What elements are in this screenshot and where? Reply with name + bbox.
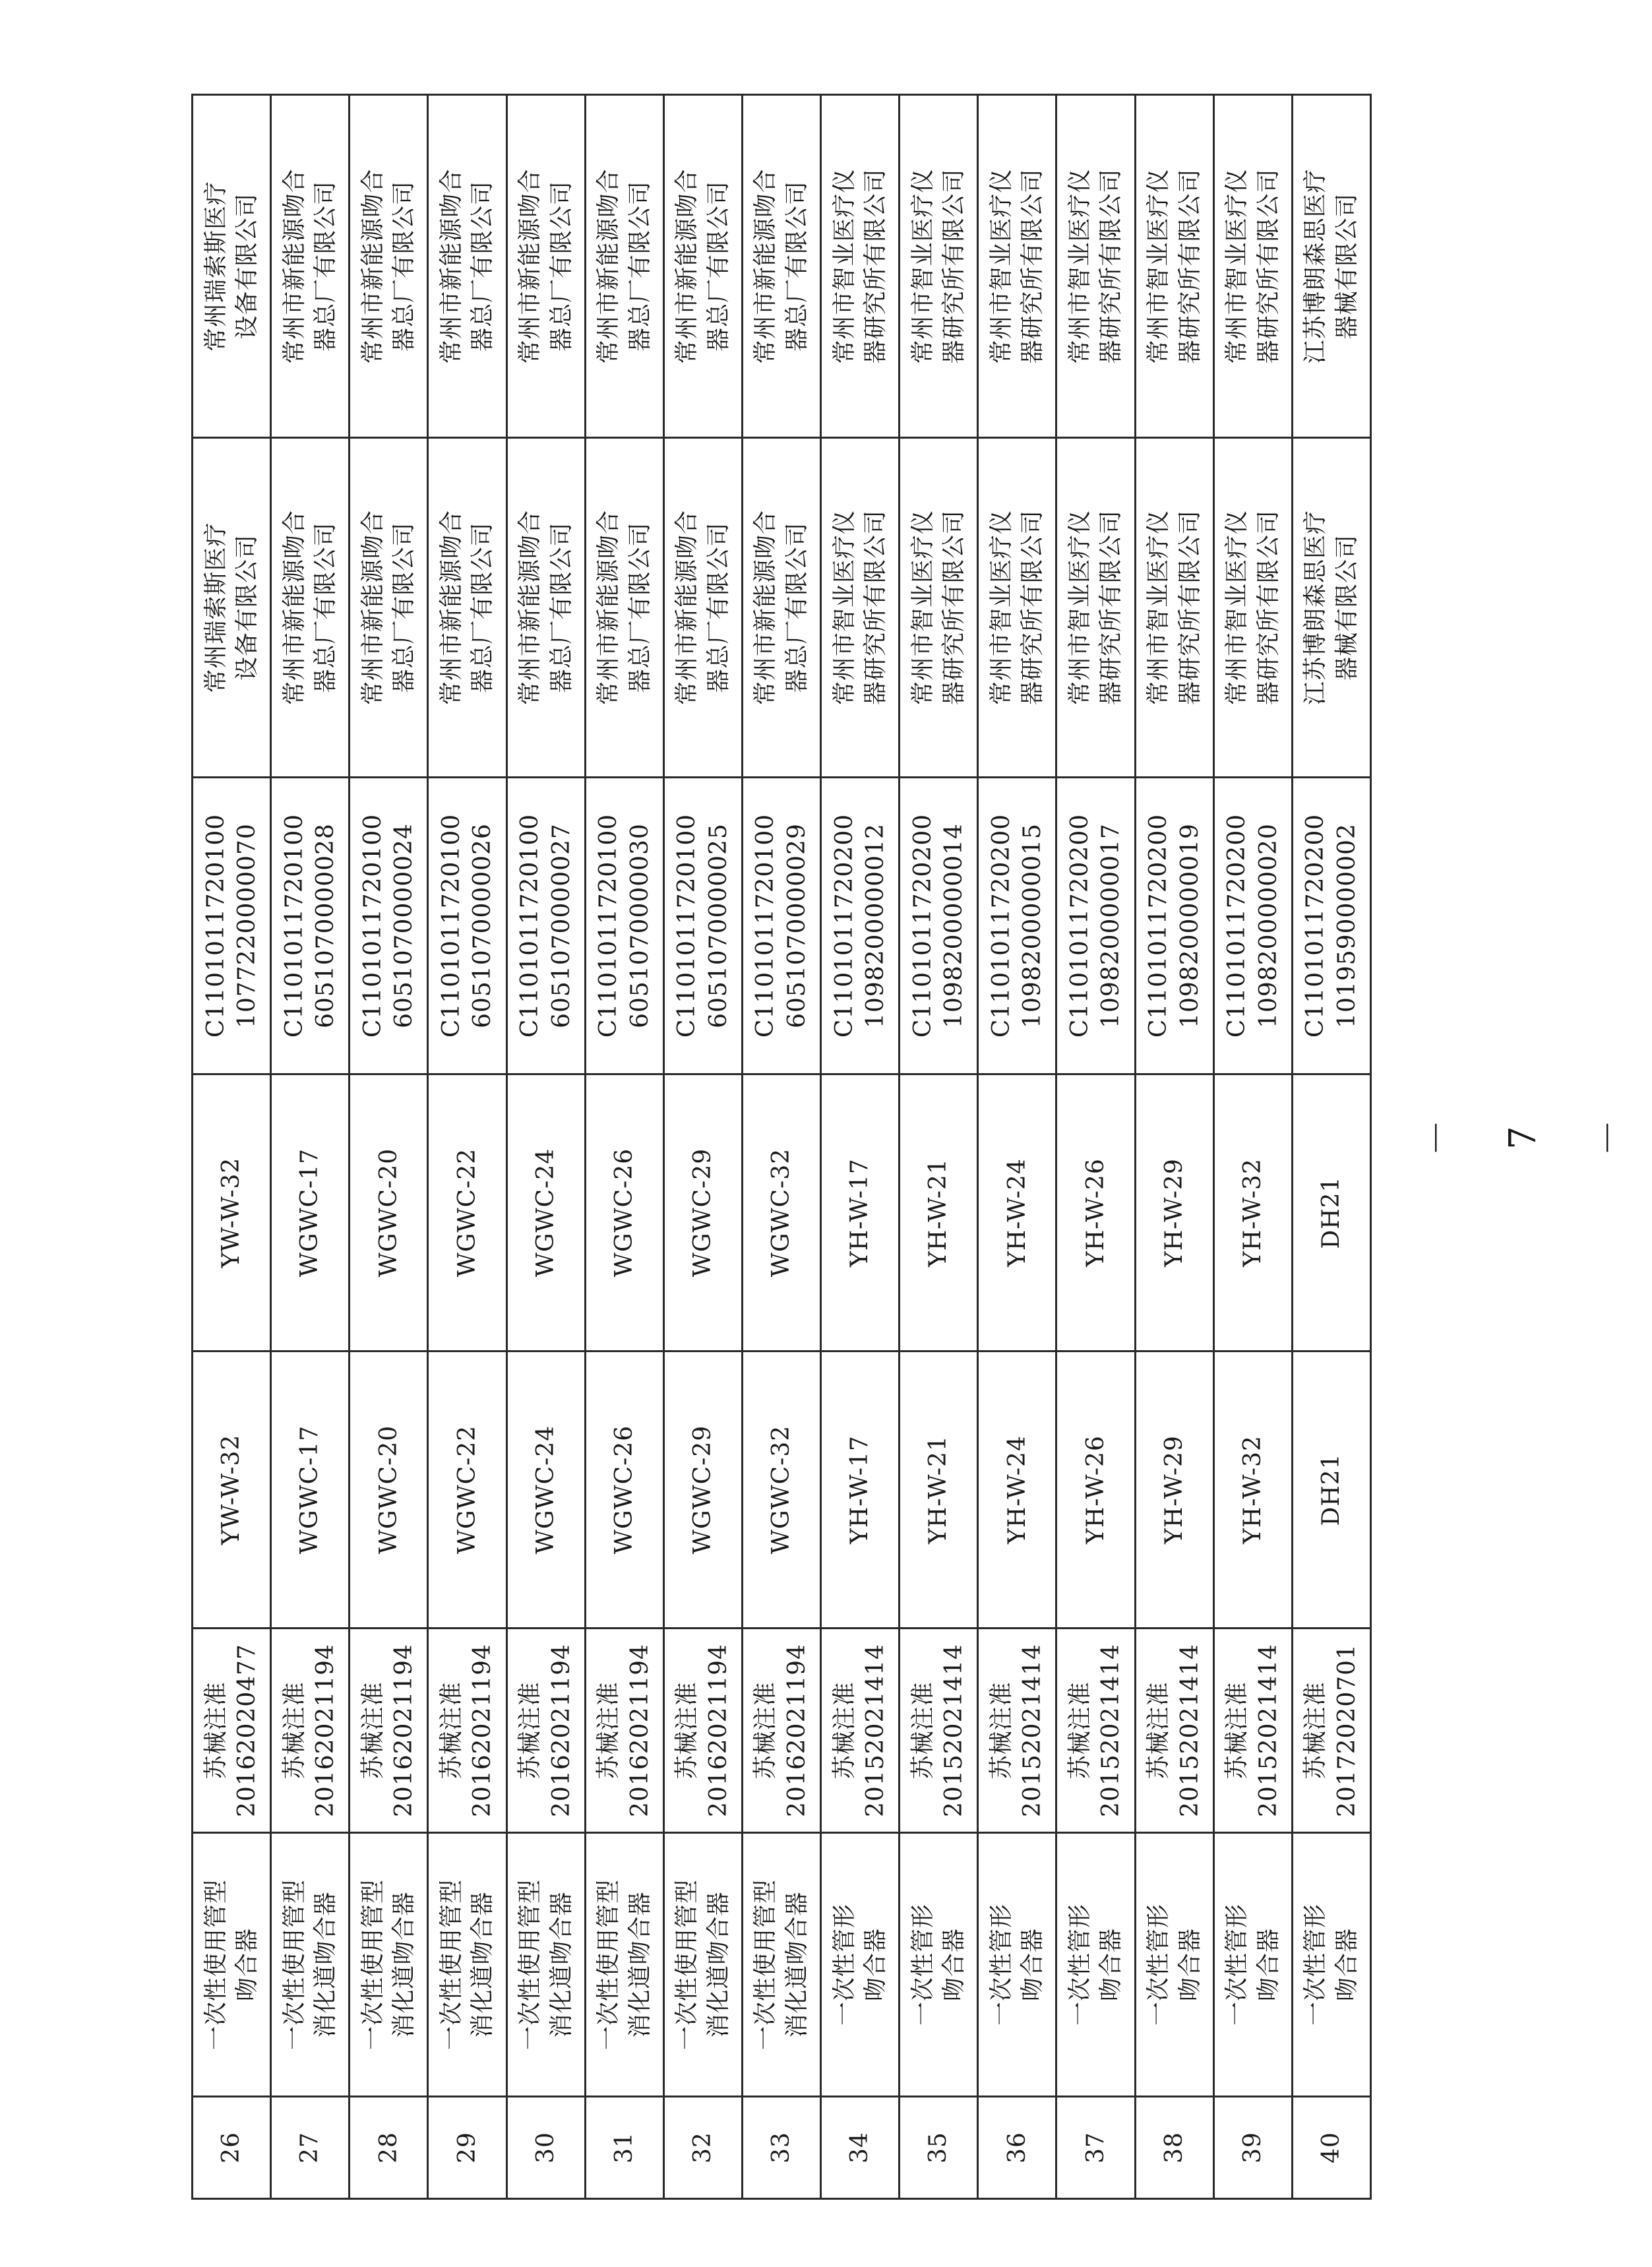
rotated-table-wrapper (191, 96, 1372, 2200)
registration-number-cell-line: 20162021194 (626, 1644, 654, 1817)
product-code-cell (1135, 778, 1213, 1074)
specification-cell: YH-W-21 (900, 1074, 978, 1351)
specification-cell: YH-W-26 (1056, 1074, 1135, 1351)
manufacturer-cell (900, 95, 978, 438)
product-name-cell-line: 吻合器 (1176, 1928, 1204, 2002)
registrant-cell (821, 438, 900, 778)
registration-number-cell-line: 苏械注准 (1145, 1681, 1173, 1780)
product-code-cell-line: C1101011720100 (516, 813, 544, 1038)
manufacturer-cell-line: 器总厂有限公司 (312, 181, 340, 352)
product-name-cell-line: 消化道吻合器 (390, 1891, 418, 2038)
registrant-cell (1056, 438, 1135, 778)
product-code-cell-line: C1101011720200 (1223, 813, 1251, 1038)
registration-number-cell-line: 20152021414 (1097, 1644, 1125, 1817)
manufacturer-cell (1056, 95, 1135, 438)
registrant-cell-line: 常州市智业医疗仪 (830, 510, 858, 706)
registrant-cell-line: 器研究所有限公司 (940, 510, 968, 706)
product-name-cell-line: 消化道吻合器 (626, 1891, 654, 2038)
manufacturer-cell (585, 95, 663, 438)
specification-cell: WGWC-24 (506, 1074, 585, 1351)
registration-number-cell-line: 20162021194 (312, 1644, 340, 1817)
product-name-cell-line: 一次性使用管型 (516, 1879, 544, 2051)
registration-number-cell-line: 苏械注准 (437, 1681, 465, 1780)
registrant-cell-line: 江苏博朗森思医疗 (1302, 510, 1330, 706)
registration-number-cell-line: 20152021414 (1254, 1644, 1282, 1817)
registration-number-cell (900, 1629, 978, 1833)
registrant-cell (1292, 438, 1370, 778)
model-cell: WGWC-24 (506, 1351, 585, 1629)
registrant-cell-line: 常州市新能源吻合 (595, 510, 623, 706)
product-code-cell-line: C1101011720200 (1302, 813, 1330, 1038)
specification-cell: DH21 (1292, 1074, 1370, 1351)
registration-number-cell (428, 1629, 506, 1833)
manufacturer-cell-line: 设备有限公司 (233, 193, 261, 340)
product-code-cell-line: 6051070000030 (626, 823, 654, 1028)
registrant-cell-line: 器研究所有限公司 (862, 510, 890, 706)
product-name-cell (1135, 1833, 1213, 2097)
product-name-cell-line: 一次性使用管型 (673, 1879, 701, 2051)
product-code-cell-line: C1101011720100 (673, 813, 701, 1038)
registrant-cell-line: 器总厂有限公司 (783, 522, 811, 693)
product-code-cell-line: 6051070000026 (469, 823, 497, 1028)
registrant-cell-line: 器总厂有限公司 (626, 522, 654, 693)
registration-number-cell-line: 苏械注准 (752, 1681, 780, 1780)
registrant-cell (271, 438, 350, 778)
product-code-cell-line: 1098200000014 (940, 823, 968, 1028)
registration-number-cell (350, 1629, 428, 1833)
registrant-cell (742, 438, 820, 778)
specification-cell: YH-W-32 (1213, 1074, 1292, 1351)
registrant-cell-line: 常州市新能源吻合 (359, 510, 386, 706)
product-code-cell-line: 6051070000024 (390, 823, 418, 1028)
product-name-cell-line: 一次性使用管型 (280, 1879, 308, 2051)
manufacturer-cell-line: 器总厂有限公司 (469, 181, 497, 352)
manufacturer-cell (663, 95, 742, 438)
product-code-cell (350, 778, 428, 1074)
registrant-cell-line: 常州市新能源吻合 (437, 510, 465, 706)
product-name-cell-line: 吻合器 (940, 1928, 968, 2002)
row-index-cell: 28 (350, 2097, 428, 2199)
product-name-cell (900, 1833, 978, 2097)
manufacturer-cell-line: 器研究所有限公司 (1097, 168, 1125, 364)
specification-cell: YH-W-29 (1135, 1074, 1213, 1351)
product-code-cell (742, 778, 820, 1074)
specification-cell: WGWC-26 (585, 1074, 663, 1351)
registration-number-cell-line: 苏械注准 (280, 1681, 308, 1780)
registration-number-cell-line: 20172020701 (1333, 1644, 1361, 1817)
product-name-cell-line: 一次性使用管型 (595, 1879, 623, 2051)
registrant-cell-line: 常州市新能源吻合 (516, 510, 544, 706)
page-number: － 7 － (1416, 1113, 1630, 1156)
model-cell: WGWC-20 (350, 1351, 428, 1629)
product-name-cell-line: 一次性管形 (987, 1904, 1015, 2026)
table-row (193, 95, 271, 2199)
product-name-cell (350, 1833, 428, 2097)
registration-number-cell (585, 1629, 663, 1833)
table-row (1135, 95, 1213, 2199)
product-code-cell-line: 6051070000027 (547, 823, 575, 1028)
manufacturer-cell-line: 常州市智业医疗仪 (1223, 168, 1251, 364)
registrant-cell (663, 438, 742, 778)
product-name-cell-line: 吻合器 (1097, 1928, 1125, 2002)
row-index-cell: 30 (506, 2097, 585, 2199)
model-cell: WGWC-32 (742, 1351, 820, 1629)
table-row (585, 95, 663, 2199)
manufacturer-cell-line: 常州市智业医疗仪 (830, 168, 858, 364)
model-cell: YH-W-21 (900, 1351, 978, 1629)
manufacturer-cell (1213, 95, 1292, 438)
device-registration-table (191, 94, 1372, 2200)
manufacturer-cell-line: 常州市新能源吻合 (359, 168, 386, 364)
product-name-cell-line: 消化道吻合器 (547, 1891, 575, 2038)
manufacturer-cell-line: 常州市新能源吻合 (595, 168, 623, 364)
registrant-cell-line: 器总厂有限公司 (390, 522, 418, 693)
product-name-cell-line: 一次性管形 (1066, 1904, 1093, 2026)
manufacturer-cell-line: 器械有限公司 (1333, 193, 1361, 340)
manufacturer-cell (821, 95, 900, 438)
product-name-cell-line: 一次性管形 (1145, 1904, 1173, 2026)
product-code-cell-line: 1077220000070 (233, 823, 261, 1028)
product-code-cell-line: C1101011720100 (359, 813, 386, 1038)
manufacturer-cell (1292, 95, 1370, 438)
table-row (1213, 95, 1292, 2199)
manufacturer-cell-line: 器总厂有限公司 (547, 181, 575, 352)
registration-number-cell (742, 1629, 820, 1833)
manufacturer-cell-line: 器研究所有限公司 (1176, 168, 1204, 364)
product-code-cell-line: C1101011720100 (437, 813, 465, 1038)
product-code-cell-line: 6051070000025 (704, 823, 732, 1028)
specification-cell: YH-W-17 (821, 1074, 900, 1351)
manufacturer-cell-line: 器总厂有限公司 (390, 181, 418, 352)
product-code-cell (271, 778, 350, 1074)
product-code-cell (585, 778, 663, 1074)
product-name-cell-line: 一次性使用管型 (359, 1879, 386, 2051)
manufacturer-cell-line: 常州市新能源吻合 (516, 168, 544, 364)
manufacturer-cell-line: 常州市新能源吻合 (280, 168, 308, 364)
registrant-cell-line: 器研究所有限公司 (1254, 510, 1282, 706)
table-row (1056, 95, 1135, 2199)
registration-number-cell-line: 20162021194 (469, 1644, 497, 1817)
product-name-cell (506, 1833, 585, 2097)
table-row (900, 95, 978, 2199)
registrant-cell-line: 器总厂有限公司 (547, 522, 575, 693)
registrant-cell-line: 常州市智业医疗仪 (1223, 510, 1251, 706)
registration-number-cell (821, 1629, 900, 1833)
table-row (978, 95, 1056, 2199)
product-name-cell (193, 1833, 271, 2097)
table-row (271, 95, 350, 2199)
product-code-cell (1213, 778, 1292, 1074)
product-code-cell-line: C1101011720200 (1066, 813, 1093, 1038)
registration-number-cell-line: 苏械注准 (673, 1681, 701, 1780)
product-code-cell-line: 1098200000019 (1176, 823, 1204, 1028)
product-name-cell (1292, 1833, 1370, 2097)
registrant-cell-line: 器研究所有限公司 (1176, 510, 1204, 706)
product-code-cell (1292, 778, 1370, 1074)
manufacturer-cell-line: 常州市新能源吻合 (752, 168, 780, 364)
manufacturer-cell (428, 95, 506, 438)
manufacturer-cell-line: 常州市智业医疗仪 (909, 168, 936, 364)
model-cell: YH-W-32 (1213, 1351, 1292, 1629)
manufacturer-cell (271, 95, 350, 438)
registrant-cell (585, 438, 663, 778)
product-code-cell (663, 778, 742, 1074)
product-code-cell (900, 778, 978, 1074)
table-row (821, 95, 900, 2199)
manufacturer-cell (350, 95, 428, 438)
registration-number-cell (1056, 1629, 1135, 1833)
registrant-cell-line: 常州市智业医疗仪 (909, 510, 936, 706)
registration-number-cell-line: 20162020477 (233, 1644, 261, 1817)
registration-number-cell-line: 20162021194 (783, 1644, 811, 1817)
registration-number-cell-line: 苏械注准 (595, 1681, 623, 1780)
manufacturer-cell (193, 95, 271, 438)
model-cell: DH21 (1292, 1351, 1370, 1629)
registrant-cell-line: 常州市新能源吻合 (673, 510, 701, 706)
product-name-cell (742, 1833, 820, 2097)
manufacturer-cell (1135, 95, 1213, 438)
row-index-cell: 40 (1292, 2097, 1370, 2199)
table-body (193, 95, 1371, 2199)
model-cell: WGWC-17 (271, 1351, 350, 1629)
row-index-cell: 34 (821, 2097, 900, 2199)
manufacturer-cell (742, 95, 820, 438)
manufacturer-cell-line: 器总厂有限公司 (704, 181, 732, 352)
registrant-cell-line: 设备有限公司 (233, 534, 261, 681)
product-code-cell-line: 1098200000015 (1019, 823, 1047, 1028)
row-index-cell: 37 (1056, 2097, 1135, 2199)
product-code-cell-line: 1098200000020 (1254, 823, 1282, 1028)
manufacturer-cell-line: 江苏博朗森思医疗 (1302, 168, 1330, 364)
manufacturer-cell-line: 常州瑞索斯医疗 (202, 181, 229, 352)
table-row (742, 95, 820, 2199)
manufacturer-cell-line: 器总厂有限公司 (626, 181, 654, 352)
product-name-cell-line: 一次性使用管型 (752, 1879, 780, 2051)
product-code-cell-line: C1101011720100 (280, 813, 308, 1038)
row-index-cell: 33 (742, 2097, 820, 2199)
registration-number-cell-line: 苏械注准 (987, 1681, 1015, 1780)
registrant-cell-line: 器总厂有限公司 (704, 522, 732, 693)
model-cell: YW-W-32 (193, 1351, 271, 1629)
registrant-cell (1213, 438, 1292, 778)
model-cell: YH-W-26 (1056, 1351, 1135, 1629)
manufacturer-cell-line: 器总厂有限公司 (783, 181, 811, 352)
row-index-cell: 26 (193, 2097, 271, 2199)
product-name-cell-line: 一次性管形 (909, 1904, 936, 2026)
product-code-cell-line: C1101011720200 (1145, 813, 1173, 1038)
product-name-cell-line: 吻合器 (1333, 1928, 1361, 2002)
row-index-cell: 36 (978, 2097, 1056, 2199)
product-code-cell (1056, 778, 1135, 1074)
product-name-cell (271, 1833, 350, 2097)
registration-number-cell (271, 1629, 350, 1833)
product-name-cell-line: 吻合器 (1019, 1928, 1047, 2002)
product-name-cell (1056, 1833, 1135, 2097)
registrant-cell-line: 常州市智业医疗仪 (1066, 510, 1093, 706)
registrant-cell (506, 438, 585, 778)
manufacturer-cell-line: 器研究所有限公司 (1019, 168, 1047, 364)
table-row (663, 95, 742, 2199)
model-cell: YH-W-17 (821, 1351, 900, 1629)
registration-number-cell-line: 20152021414 (1019, 1644, 1047, 1817)
registration-number-cell-line: 苏械注准 (359, 1681, 386, 1780)
table-row (428, 95, 506, 2199)
registrant-cell-line: 器研究所有限公司 (1019, 510, 1047, 706)
registration-number-cell-line: 苏械注准 (830, 1681, 858, 1780)
product-code-cell-line: C1101011720200 (909, 813, 936, 1038)
registration-number-cell-line: 20162021194 (547, 1644, 575, 1817)
registrant-cell (428, 438, 506, 778)
registration-number-cell (1292, 1629, 1370, 1833)
specification-cell: WGWC-17 (271, 1074, 350, 1351)
product-code-cell (428, 778, 506, 1074)
product-name-cell (428, 1833, 506, 2097)
registrant-cell (193, 438, 271, 778)
registration-number-cell (1213, 1629, 1292, 1833)
manufacturer-cell-line: 常州市智业医疗仪 (987, 168, 1015, 364)
specification-cell: WGWC-29 (663, 1074, 742, 1351)
manufacturer-cell (978, 95, 1056, 438)
product-name-cell-line: 一次性管形 (1223, 1904, 1251, 2026)
specification-cell: WGWC-22 (428, 1074, 506, 1351)
product-name-cell-line: 吻合器 (862, 1928, 890, 2002)
specification-cell: YH-W-24 (978, 1074, 1056, 1351)
registration-number-cell-line: 苏械注准 (202, 1681, 229, 1780)
product-name-cell-line: 吻合器 (233, 1928, 261, 2002)
manufacturer-cell-line: 常州市智业医疗仪 (1145, 168, 1173, 364)
registration-number-cell (506, 1629, 585, 1833)
product-code-cell (506, 778, 585, 1074)
model-cell: WGWC-29 (663, 1351, 742, 1629)
row-index-cell: 32 (663, 2097, 742, 2199)
registration-number-cell-line: 20162021194 (704, 1644, 732, 1817)
registration-number-cell-line: 苏械注准 (516, 1681, 544, 1780)
product-name-cell (821, 1833, 900, 2097)
registrant-cell-line: 常州市智业医疗仪 (987, 510, 1015, 706)
registrant-cell-line: 常州瑞索斯医疗 (202, 522, 229, 693)
product-code-cell-line: C1101011720100 (202, 813, 229, 1038)
row-index-cell: 35 (900, 2097, 978, 2199)
registrant-cell-line: 器总厂有限公司 (312, 522, 340, 693)
row-index-cell: 39 (1213, 2097, 1292, 2199)
product-name-cell-line: 消化道吻合器 (704, 1891, 732, 2038)
product-name-cell (663, 1833, 742, 2097)
registration-number-cell-line: 苏械注准 (1066, 1681, 1093, 1780)
row-index-cell: 31 (585, 2097, 663, 2199)
registrant-cell-line: 器械有限公司 (1333, 534, 1361, 681)
registrant-cell-line: 常州市新能源吻合 (280, 510, 308, 706)
model-cell: WGWC-26 (585, 1351, 663, 1629)
registrant-cell (350, 438, 428, 778)
manufacturer-cell-line: 常州市智业医疗仪 (1066, 168, 1093, 364)
manufacturer-cell-line: 器研究所有限公司 (1254, 168, 1282, 364)
product-name-cell (1213, 1833, 1292, 2097)
manufacturer-cell-line: 常州市新能源吻合 (437, 168, 465, 364)
registrant-cell-line: 常州市新能源吻合 (752, 510, 780, 706)
table-row (506, 95, 585, 2199)
model-cell: YH-W-24 (978, 1351, 1056, 1629)
product-code-cell-line: 6051070000029 (783, 823, 811, 1028)
registration-number-cell-line: 20152021414 (862, 1644, 890, 1817)
model-cell: YH-W-29 (1135, 1351, 1213, 1629)
product-code-cell-line: 6051070000028 (312, 823, 340, 1028)
registrant-cell-line: 器总厂有限公司 (469, 522, 497, 693)
product-name-cell-line: 一次性使用管型 (202, 1879, 229, 2051)
row-index-cell: 38 (1135, 2097, 1213, 2199)
registration-number-cell-line: 20152021414 (1176, 1644, 1204, 1817)
row-index-cell: 29 (428, 2097, 506, 2199)
product-name-cell-line: 消化道吻合器 (783, 1891, 811, 2038)
registrant-cell-line: 常州市智业医疗仪 (1145, 510, 1173, 706)
product-code-cell-line: C1101011720200 (830, 813, 858, 1038)
product-code-cell-line: 1098200000017 (1097, 823, 1125, 1028)
product-name-cell-line: 消化道吻合器 (312, 1891, 340, 2038)
product-name-cell-line: 一次性管形 (830, 1904, 858, 2026)
specification-cell: YW-W-32 (193, 1074, 271, 1351)
registration-number-cell-line: 苏械注准 (1223, 1681, 1251, 1780)
product-code-cell-line: 1098200000012 (862, 823, 890, 1028)
registrant-cell (1135, 438, 1213, 778)
product-name-cell-line: 一次性管形 (1302, 1904, 1330, 2026)
product-name-cell-line: 吻合器 (1254, 1928, 1282, 2002)
product-code-cell-line: 1019590000002 (1333, 823, 1361, 1028)
registration-number-cell (663, 1629, 742, 1833)
registration-number-cell (1135, 1629, 1213, 1833)
registrant-cell (978, 438, 1056, 778)
registration-number-cell (193, 1629, 271, 1833)
specification-cell: WGWC-32 (742, 1074, 820, 1351)
row-index-cell: 27 (271, 2097, 350, 2199)
registration-number-cell-line: 20162021194 (390, 1644, 418, 1817)
manufacturer-cell (506, 95, 585, 438)
product-name-cell (585, 1833, 663, 2097)
product-code-cell (193, 778, 271, 1074)
registration-number-cell-line: 苏械注准 (1302, 1681, 1330, 1780)
manufacturer-cell-line: 器研究所有限公司 (940, 168, 968, 364)
specification-cell: WGWC-20 (350, 1074, 428, 1351)
registrant-cell (900, 438, 978, 778)
manufacturer-cell-line: 常州市新能源吻合 (673, 168, 701, 364)
product-code-cell-line: C1101011720100 (752, 813, 780, 1038)
manufacturer-cell-line: 器研究所有限公司 (862, 168, 890, 364)
registration-number-cell-line: 苏械注准 (909, 1681, 936, 1780)
registration-number-cell-line: 20152021414 (940, 1644, 968, 1817)
product-name-cell-line: 一次性使用管型 (437, 1879, 465, 2051)
table-row (1292, 95, 1370, 2199)
table-row (350, 95, 428, 2199)
product-code-cell-line: C1101011720200 (987, 813, 1015, 1038)
product-code-cell (978, 778, 1056, 1074)
registrant-cell-line: 器研究所有限公司 (1097, 510, 1125, 706)
product-code-cell-line: C1101011720100 (595, 813, 623, 1038)
product-code-cell (821, 778, 900, 1074)
product-name-cell (978, 1833, 1056, 2097)
model-cell: WGWC-22 (428, 1351, 506, 1629)
product-name-cell-line: 消化道吻合器 (469, 1891, 497, 2038)
registration-number-cell (978, 1629, 1056, 1833)
